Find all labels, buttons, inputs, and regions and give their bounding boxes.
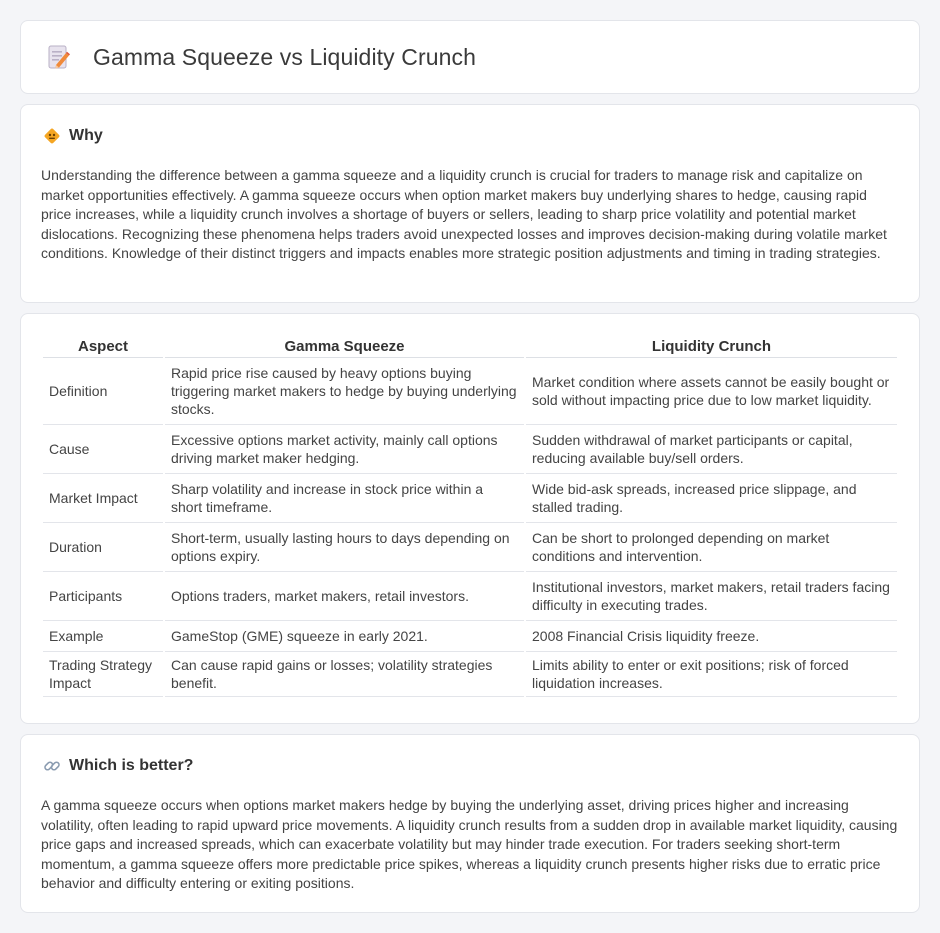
gamma-cell: Sharp volatility and increase in stock price within a short timeframe.: [165, 474, 524, 523]
gamma-cell: GameStop (GME) squeeze in early 2021.: [165, 621, 524, 652]
better-heading: Which is better?: [69, 757, 194, 774]
gamma-cell: Options traders, market makers, retail investors.: [165, 572, 524, 621]
table-row: [43, 358, 897, 425]
title-row: [47, 43, 476, 71]
table-row: [43, 572, 897, 621]
page-title: Gamma Squeeze vs Liquidity Crunch: [93, 43, 476, 70]
aspect-cell: Cause: [43, 425, 163, 474]
document-pencil-icon: [47, 43, 71, 71]
aspect-cell: Definition: [43, 358, 163, 425]
liquidity-cell: Institutional investors, market makers, retail traders facing difficulty in executing trades.: [526, 572, 897, 621]
gamma-cell: Rapid price rise caused by heavy options buying triggering market makers to hedge by buying underlying stocks.: [165, 358, 524, 425]
which-is-better-section: [20, 734, 920, 913]
better-header: [43, 757, 193, 775]
gamma-cell: Short-term, usually lasting hours to days depending on options expiry.: [165, 523, 524, 572]
table-header-row: [43, 336, 897, 358]
why-heading: Why: [69, 127, 103, 144]
liquidity-cell: Wide bid-ask spreads, increased price slippage, and stalled trading.: [526, 474, 897, 523]
liquidity-cell: Market condition where assets cannot be easily bought or sold without impacting price due to low market liquidity.: [526, 358, 897, 425]
liquidity-cell: 2008 Financial Crisis liquidity freeze.: [526, 621, 897, 652]
gamma-cell: Can cause rapid gains or losses; volatility strategies benefit.: [165, 652, 524, 697]
gamma-cell: Excessive options market activity, mainly call options driving market maker hedging.: [165, 425, 524, 474]
aspect-cell: Example: [43, 621, 163, 652]
table-row: [43, 621, 897, 652]
title-card: [20, 20, 920, 94]
diamond-warning-icon: [43, 127, 61, 145]
link-icon: [43, 757, 61, 775]
comparison-table: [41, 336, 899, 697]
aspect-cell: Market Impact: [43, 474, 163, 523]
liquidity-cell: Can be short to prolonged depending on market conditions and intervention.: [526, 523, 897, 572]
table-row: [43, 425, 897, 474]
table-row: [43, 652, 897, 697]
comparison-section: [20, 313, 920, 724]
table-row: [43, 523, 897, 572]
header-aspect: Aspect: [43, 336, 163, 358]
why-header: [43, 127, 103, 145]
aspect-cell: Trading Strategy Impact: [43, 652, 163, 697]
why-paragraph: Understanding the difference between a gamma squeeze and a liquidity crunch is crucial for traders to manage risk and capitalize on market opportunities effectively. A gamma squeeze occurs when option market makers buy underlying shares to hedge, causing rapid price increases, while a liquidity crunch involves a shortage of buyers or sellers, leading to sharp price volatility and potential market dislocations. Recognizing these phenomena helps traders avoid unexpected losses and improves decision-making during volatile market conditions. Knowledge of their distinct triggers and impacts enables more strategic position adjustments and timing in trading strategies.: [41, 167, 887, 261]
header-liquidity-crunch: Liquidity Crunch: [526, 336, 897, 358]
header-gamma-squeeze: Gamma Squeeze: [165, 336, 524, 358]
why-section: [20, 104, 920, 303]
liquidity-cell: Sudden withdrawal of market participants or capital, reducing available buy/sell orders.: [526, 425, 897, 474]
liquidity-cell: Limits ability to enter or exit positions; risk of forced liquidation increases.: [526, 652, 897, 697]
table-row: [43, 474, 897, 523]
aspect-cell: Participants: [43, 572, 163, 621]
better-paragraph: A gamma squeeze occurs when options market makers hedge by buying the underlying asset, driving prices higher and increasing volatility, often leading to rapid upward price movements. A liquidity crunch results from a sudden drop in available market liquidity, causing price gaps and increased spreads, which can exacerbate volatility but may hinder trade execution. For traders seeking short-term momentum, a gamma squeeze offers more predictable price spikes, whereas a liquidity crunch presents higher risks due to erratic price behavior and difficulty entering or exiting positions.: [41, 797, 898, 891]
aspect-cell: Duration: [43, 523, 163, 572]
